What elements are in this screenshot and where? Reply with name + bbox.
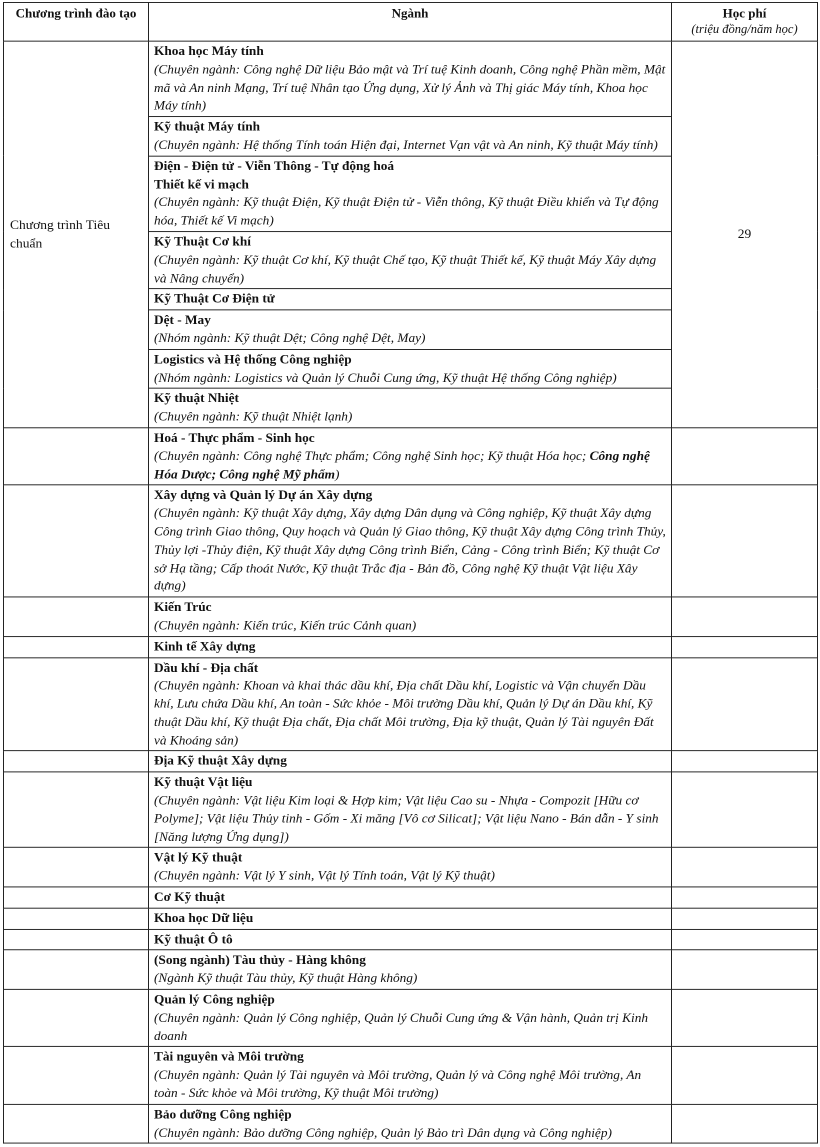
header-major-label: Ngành [391,5,429,21]
major-cell [149,1104,672,1143]
program-cell-empty [4,485,149,597]
table-row [4,908,818,929]
program-cell-empty [4,929,149,950]
major-detail: (Chuyên ngành: Quản lý Công nghiệp, Quản lý Chuỗi Cung ứng & Vận hành, Quản trị Kinh doanh [154,1010,649,1043]
table-row [4,1104,818,1143]
major-detail-end: ) [334,466,340,481]
major-name: Kỹ thuật Máy tính [154,119,261,134]
program-cell-empty [4,751,149,772]
table-row [4,1047,818,1104]
major-cell [149,289,672,310]
major-cell [149,388,672,427]
major-detail: (Chuyên ngành: Khoan và khai thác dầu khí, Địa chất Dầu khí, Logistic và Vận chuyển Dầu khí, Lưu chứa Dầu khí, An toàn - Sức khỏe - Môi trường Dầu khí, Quản lý Dự án Dầu khí, Kỹ thuật Dầu khí, Kỹ thuật Địa chất, Địa chất Môi trường, Địa kỹ thuật, Quản lý Tài nguyên Đất và Khoáng sản) [154,677,654,747]
table-row [4,989,818,1046]
table-row [4,751,818,772]
major-detail [154,447,666,483]
major-detail: (Chuyên ngành: Vật lý Y sinh, Vật lý Tính toán, Vật lý Kỹ thuật) [154,868,495,883]
major-name: Kiến Trúc [154,599,212,614]
program-cell [4,41,149,428]
major-cell [149,929,672,950]
table-row [4,848,818,887]
major-detail: (Chuyên ngành: Kỹ thuật Nhiệt lạnh) [154,409,353,424]
major-name: Tài nguyên và Môi trường [154,1049,304,1064]
major-detail: (Ngành Kỹ thuật Tàu thủy, Kỹ thuật Hàng không) [154,970,418,986]
program-cell-empty [4,428,149,485]
major-detail: (Nhóm ngành: Kỹ thuật Dệt; Công nghệ Dệt, May) [154,330,426,346]
fee-cell-empty [672,950,818,989]
tuition-table [3,2,818,1144]
major-cell [149,310,672,349]
major-name: Logistics và Hệ thống Công nghiệp [154,351,352,367]
major-name: Vật lý Kỹ thuật [154,850,243,865]
major-detail: (Nhóm ngành: Logistics và Quản lý Chuỗi Cung ứng, Kỹ thuật Hệ thống Công nghiệp) [154,369,617,385]
major-name: Kỹ Thuật Cơ khí [154,233,251,249]
fee-cell-empty [672,989,818,1046]
major-cell [149,156,672,232]
table-row [4,887,818,908]
fee-cell-empty [672,772,818,848]
major-name: Dệt - May [154,312,211,327]
major-cell [149,989,672,1046]
program-cell-empty [4,848,149,887]
major-cell [149,232,672,289]
major-cell [149,41,672,117]
major-name: Cơ Kỹ thuật [154,889,225,904]
fee-cell-empty [672,848,818,887]
fee-cell-empty [672,428,818,485]
table-row [4,950,818,989]
program-name: Chương trình Tiêu chuẩn [10,218,110,251]
major-cell [149,117,672,156]
major-name: Xây dựng và Quản lý Dự án Xây dựng [154,487,373,503]
fee-cell-empty [672,485,818,597]
program-cell-empty [4,908,149,929]
header-fee [672,2,818,41]
major-cell [149,428,672,485]
major-name: Kinh tế Xây dựng [154,638,256,654]
major-cell [149,772,672,848]
program-cell-empty [4,772,149,848]
major-detail-emphasis: Công nghệ Hóa Dược; Công nghệ Mỹ phẩm [154,448,650,481]
program-cell-empty [4,887,149,908]
major-name: Kỹ thuật Nhiệt [154,390,239,406]
major-name: Kỹ thuật Ô tô [154,931,233,947]
major-detail: (Chuyên ngành: Kiến trúc, Kiến trúc Cảnh quan) [154,617,417,633]
table-body [4,41,818,1143]
major-name: Quản lý Công nghiệp [154,991,275,1007]
table-row [4,597,818,636]
major-name-secondary: Thiết kế vi mạch [154,176,249,192]
major-detail: (Chuyên ngành: Quản lý Tài nguyên và Môi trường, Quản lý và Công nghệ Môi trường, An toàn - Sức khỏe và Môi trường, Kỹ thuật Môi trường) [154,1067,642,1101]
header-major [149,2,672,41]
major-cell [149,349,672,388]
header-fee-label: Học phí [722,5,767,21]
program-cell-empty [4,1104,149,1143]
major-detail: (Chuyên ngành: Vật liệu Kim loại & Hợp kim; Vật liệu Cao su - Nhựa - Compozit [Hữu cơ Polyme]; Vật liệu Thủy tinh - Gốm - Xi măng [Vô cơ Silicat]; Vật liệu Nano - Bán dẫn - Y sinh [Năng lượng Ứng dụng]) [154,792,659,844]
table-header-row [4,2,818,41]
tuition-document [3,2,817,1144]
table-row [4,657,818,751]
fee-cell-empty [672,597,818,636]
major-cell [149,848,672,887]
major-cell [149,950,672,989]
major-detail: (Chuyên ngành: Kỹ thuật Cơ khí, Kỹ thuật Chế tạo, Kỹ thuật Thiết kế, Kỹ thuật Máy Xây dựng và Nâng chuyển) [154,252,657,285]
major-name: Kỹ thuật Vật liệu [154,774,253,790]
table-row [4,485,818,597]
major-name: Dầu khí - Địa chất [154,659,259,675]
fee-cell-empty [672,887,818,908]
major-name: (Song ngành) Tàu thủy - Hàng không [154,952,366,968]
major-name: Kỹ Thuật Cơ Điện tử [154,291,275,306]
table-row [4,41,818,117]
major-detail: (Chuyên ngành: Kỹ thuật Xây dựng, Xây dựng Dân dụng và Công nghiệp, Kỹ thuật Xây dựng Công trình Giao thông, Quy hoạch và Quản lý Giao thông, Kỹ thuật Xây dựng Công trình Thủy, Thủy lợi -Thủy điện, Kỹ thuật Xây dựng Công trình Biển, Cảng - Công trình Biển; Kỹ thuật Cơ sở Hạ tầng; Cấp thoát Nước, Kỹ thuật Trắc địa - Bản đồ, Công nghệ Kỹ thuật Vật liệu Xây dựng) [154,505,666,593]
major-name: Địa Kỹ thuật Xây dựng [154,753,287,769]
major-detail: (Chuyên ngành: Công nghệ Dữ liệu Bảo mật và Trí tuệ Kinh doanh, Công nghệ Phần mềm, Mật mã và An ninh Mạng, Trí tuệ Nhân tạo Ứng dụng, Xử lý Ảnh và Thị giác Máy tính, Khoa học Máy tính) [154,61,666,113]
major-name: Khoa học Máy tính [154,43,264,59]
major-cell [149,597,672,636]
header-fee-unit: (triệu đồng/năm học) [691,22,798,36]
table-row [4,772,818,848]
major-cell [149,485,672,597]
fee-cell-empty [672,1047,818,1104]
major-cell [149,657,672,751]
fee-cell [672,41,818,428]
major-detail: (Chuyên ngành: Hệ thống Tính toán Hiện đại, Internet Vạn vật và An ninh, Kỹ thuật Máy tính) [154,137,658,152]
table-row [4,428,818,485]
fee-cell-empty [672,908,818,929]
major-detail: (Chuyên ngành: Kỹ thuật Điện, Kỹ thuật Điện tử - Viễn thông, Kỹ thuật Điều khiển và Tự động hóa, Thiết kế Vi mạch) [154,194,659,228]
major-cell [149,636,672,657]
major-name: Hoá - Thực phẩm - Sinh học [154,430,315,445]
major-name: Điện - Điện tử - Viễn Thông - Tự động hoá [154,158,395,173]
program-cell-empty [4,989,149,1046]
fee-cell-empty [672,751,818,772]
fee-cell-empty [672,929,818,950]
major-detail: (Chuyên ngành: Bảo dưỡng Công nghiệp, Quản lý Bảo trì Dân dụng và Công nghiệp) [154,1124,612,1140]
fee-value: 29 [737,226,752,242]
major-name: Khoa học Dữ liệu [154,910,254,925]
major-cell [149,887,672,908]
header-program [4,2,149,41]
major-name: Bảo dưỡng Công nghiệp [154,1106,292,1122]
program-cell-empty [4,636,149,657]
major-cell [149,1047,672,1104]
program-cell-empty [4,597,149,636]
major-detail-part: (Chuyên ngành: Công nghệ Thực phẩm; Công nghệ Sinh học; Kỹ thuật Hóa học; [154,448,590,463]
fee-cell-empty [672,636,818,657]
major-cell [149,751,672,772]
fee-cell-empty [672,1104,818,1143]
header-program-label: Chương trình đào tạo [15,5,137,21]
program-cell-empty [4,950,149,989]
table-row [4,636,818,657]
program-cell-empty [4,657,149,751]
major-cell [149,908,672,929]
table-row [4,929,818,950]
fee-cell-empty [672,657,818,751]
program-cell-empty [4,1047,149,1104]
